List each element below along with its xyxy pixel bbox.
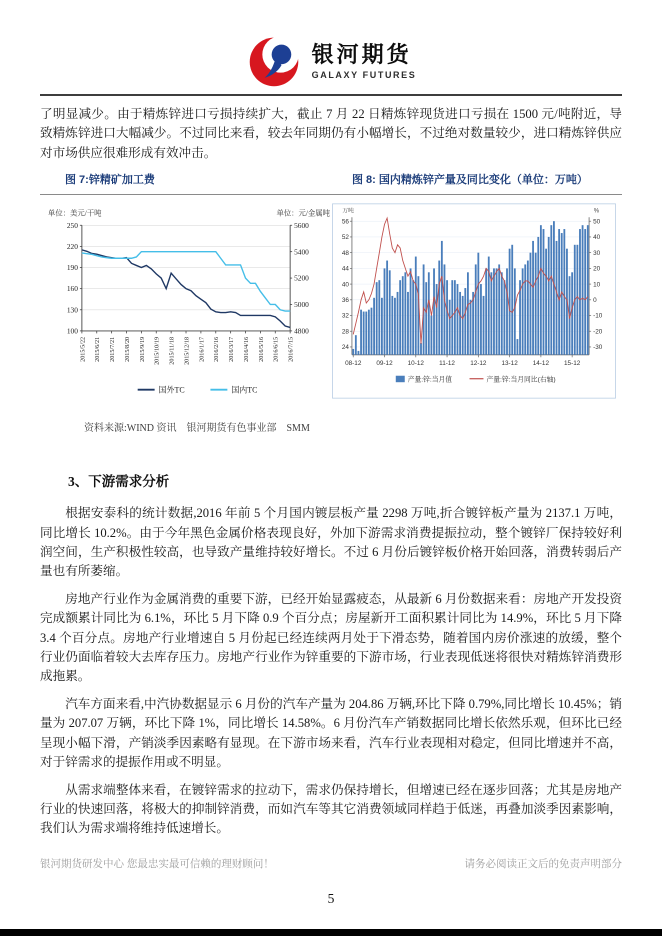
logo-chinese-name: 银河期货 [311,41,412,67]
svg-text:15-12: 15-12 [564,359,581,367]
svg-text:52: 52 [341,234,349,242]
production-bars [352,221,588,355]
svg-text:5600: 5600 [294,221,309,231]
svg-text:40: 40 [341,281,349,289]
galaxy-logo-icon [246,33,302,89]
svg-text:56: 56 [341,218,349,226]
svg-text:08-12: 08-12 [345,359,362,367]
svg-text:24: 24 [341,344,349,352]
galaxy-futures-logo [0,30,662,92]
svg-text:2016/3/17: 2016/3/17 [229,337,236,363]
svg-text:40: 40 [593,234,601,242]
svg-text:2015/5/22: 2015/5/22 [80,337,87,363]
charts-row [40,195,622,399]
svg-text:2015/8/20: 2015/8/20 [124,337,131,363]
svg-text:10-12: 10-12 [407,359,424,367]
svg-text:产量:锌:当月同比(右轴): 产量:锌:当月同比(右轴) [486,376,556,384]
svg-text:%: % [593,208,600,215]
section-heading-downstream-demand: 3、下游需求分析 [68,474,170,490]
figure7-title: 图 7:锌精矿加工费 [65,174,155,187]
svg-text:160: 160 [66,284,78,294]
svg-text:50: 50 [593,218,601,226]
page-number: 5 [327,891,335,906]
figure8-title: 图 8: 国内精炼锌产量及同比变化（单位：万吨） [352,174,588,187]
logo-english-name: GALAXY FUTURES [311,69,417,80]
svg-text:2015/6/21: 2015/6/21 [95,337,102,363]
paragraph-import-loss: 了明显减少。由于精炼锌进口亏损持续扩大，截止 7 月 22 日精炼锌现货进口亏损在 1500 元/吨附近，导致精炼锌进口大幅减少。不过同比来看，较去年同期仍有小幅增长，不过绝对数量较少，进口精炼锌供应对市场供应很难形成有效冲击。 [40,107,622,160]
svg-text:2016/2/16: 2016/2/16 [214,337,221,363]
svg-text:36: 36 [341,297,349,305]
svg-text:220: 220 [66,242,78,252]
svg-text:5200: 5200 [294,273,309,283]
svg-text:48: 48 [341,250,349,258]
svg-text:国内TC: 国内TC [231,385,258,395]
page-footer [40,856,622,871]
svg-text:2015/9/19: 2015/9/19 [139,337,146,363]
svg-text:130: 130 [66,305,78,315]
footer-right-disclaimer: 请务必阅读正文后的免责声明部分 [464,858,622,870]
svg-text:32: 32 [341,312,349,320]
header [0,0,662,92]
svg-text:2015/11/18: 2015/11/18 [169,337,176,365]
svg-text:2016/5/16: 2016/5/16 [258,337,265,363]
svg-text:20: 20 [593,265,601,273]
footer-left-slogan: 银河期货研发中心 您最忠实最可信赖的理财顾问！ [40,858,274,870]
svg-text:产量:锌:当月值: 产量:锌:当月值 [407,376,453,384]
bottom-black-bar [0,929,662,936]
figure-titles-row [40,171,622,187]
svg-text:12-12: 12-12 [470,359,487,367]
svg-text:2016/4/16: 2016/4/16 [243,337,250,363]
svg-text:4800: 4800 [294,326,309,336]
svg-text:14-12: 14-12 [532,359,550,367]
svg-text:5400: 5400 [294,247,309,257]
svg-text:13-12: 13-12 [501,359,518,367]
svg-text:2016/6/15: 2016/6/15 [273,337,280,363]
svg-text:09-12: 09-12 [376,359,393,367]
svg-text:2015/12/18: 2015/12/18 [184,337,191,366]
svg-text:5000: 5000 [294,300,309,310]
svg-text:100: 100 [66,326,78,336]
svg-text:单位：元/金属吨: 单位：元/金属吨 [276,208,331,218]
svg-text:-20: -20 [593,328,603,336]
svg-text:30: 30 [593,250,601,258]
svg-text:-10: -10 [593,312,603,320]
svg-text:2015/10/19: 2015/10/19 [154,337,161,366]
fig7-chart-zinc-tc [46,203,332,399]
report-body [0,96,662,839]
svg-text:190: 190 [66,263,78,273]
svg-text:万吨: 万吨 [342,208,354,215]
svg-text:250: 250 [66,221,78,231]
svg-text:0: 0 [593,297,597,305]
svg-text:44: 44 [341,265,349,273]
paragraph-demand-summary: 从需求端整体来看，在镀锌需求的拉动下，需求仍保持增长，但增速已经在逐步回落；尤其是房地产行业的快速回落，将极大的抑制锌消费，而如汽车等其它消费领域同样趋于低迷，再叠加淡季因素影响，我们认为需求端将维持低速增长。 [40,782,622,836]
svg-text:11-12: 11-12 [439,359,455,367]
svg-text:单位：美元/干吨: 单位：美元/干吨 [47,208,102,218]
svg-text:2015/7/21: 2015/7/21 [110,337,117,363]
fig8-chart-refined-zinc-output [332,203,616,399]
svg-text:国外TC: 国外TC [158,385,185,395]
svg-text:2016/1/17: 2016/1/17 [199,337,206,363]
paragraph-automobile: 汽车方面来看,中汽协数据显示 6 月份的汽车产量为 204.86 万辆,环比下降 0.79%,同比增长 10.45%；销量为 207.07 万辆，环比下降 1%，同比增长 14.58%。6 月份汽车产销数据同比增长依然乐观，但环比已经呈现小幅下滑，产销淡季因素略有显现。在下游市场来看，汽车行业表现相对稳定，但同比增速并不高，对于锌需求的提振作用或不明显。 [40,696,622,770]
series-国内TC [82,252,290,311]
data-source-note: 资料来源:WIND 资讯 银河期货有色事业部 SMM [84,423,310,435]
svg-text:10: 10 [593,281,601,289]
logo-text [312,43,417,80]
svg-text:-30: -30 [593,344,603,352]
paragraph-galvanized-sheet: 根据安泰科的统计数据,2016 年前 5 个月国内镀层板产量 2298 万吨,折合镀锌板产量为 2137.1 万吨，同比增长 10.2%。由于今年黑色金属价格表现良好，外加下游需求消费提振拉动，整个镀锌厂保持较好利润空间，生产积极性较高，也导致产量维持较好增长。不过 6 月份后镀锌板价格开始回落，消费转弱后产量也有所萎缩。 [40,506,622,579]
svg-text:2016/7/15: 2016/7/15 [288,337,295,363]
paragraph-real-estate: 房地产行业作为金属消费的重要下游，已经开始显露疲态，从最新 6 月份数据来看：房地产开发投资完成额累计同比为 6.1%，环比 5 月下降 0.9 个百分点；房屋新开工面积累计同比为 14.9%，环比 5 月下降 3.4 个百分点。房地产行业增速自 5 月份起已经连续两月处于下滑态势，随着国内房价涨速的放缓，整个行业仍面临着较大去库存压力。房地产行业作为锌重要的下游市场，行业表现低迷将很快对精炼锌消费形成拖累。 [40,591,622,684]
svg-text:28: 28 [341,328,349,336]
